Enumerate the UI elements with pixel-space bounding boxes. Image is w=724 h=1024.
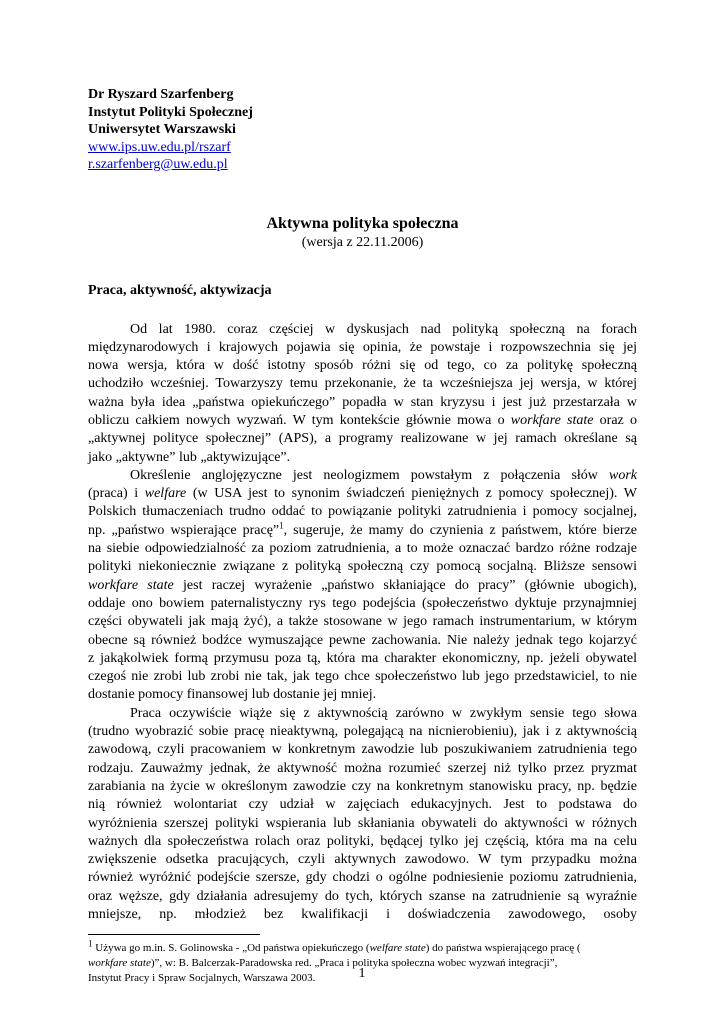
text-line <box>88 577 637 595</box>
italic-term: work <box>609 467 637 483</box>
text-line: ważnych dla społeczeństwa rolach oraz polityki, będącej tylko jej częścią, która ma na celu <box>88 833 637 849</box>
text-line: oddaje ono bowiem paternalistyczny rys tego podejścia (społeczeństwo dyktuje przynajmniej <box>88 595 637 611</box>
section-heading: Praca, aktywność, aktywizacja <box>88 282 272 298</box>
title-block <box>88 214 637 251</box>
text-segment: (praca) i <box>88 486 145 502</box>
author-block <box>88 86 637 174</box>
document-version: (wersja z 22.11.2006) <box>301 234 424 250</box>
text-line <box>88 522 637 540</box>
website-link[interactable]: www.ips.uw.edu.pl/rszarf <box>88 139 231 155</box>
text-line <box>88 467 637 485</box>
italic-term: welfare <box>144 486 187 502</box>
footnote-text: Instytut Pracy i Spraw Socjalnych, Warszawa 2003. <box>88 972 316 985</box>
text-line: ważna była idea „państwa opiekuńczego” popadła w stan kryzysu i jest już przestarzała w <box>88 394 637 410</box>
text-line: (trudno wyobrazić sobie pracę nieaktywną, polegającą na nicnierobieniu), jak i z aktywnością <box>88 724 637 740</box>
author-name: Dr Ryszard Szarfenberg <box>88 87 234 102</box>
text-segment: jest raczej wyrażenie „państwo skłaniające do pracy” (głównie ubogich), <box>173 577 637 593</box>
footnote-divider <box>88 934 260 935</box>
text-line: wyróżnienia szerszej polityki wspierania lub skłaniania obywateli do aktywności w różnych <box>88 815 637 831</box>
text-line: mniejsze, np. młodzież bez kwalifikacji i doświadczenia zawodowego, osoby <box>88 907 637 922</box>
text-line: polityki niekoniecznie związane z polityką społeczną czy pomocą socjalną. Bliższe sensowi <box>88 559 637 575</box>
text-line: zwiększenie odsetka pracujących, czyli aktywnych zawodowo. W tym przypadku można <box>88 852 637 868</box>
text-line: uchodziło wcześniej. Towarzyszy temu przekonanie, że ta wcześniejsza jej wersja, w której <box>88 376 637 392</box>
footnote-italic: welfare state <box>369 942 426 955</box>
text-line: „aktywnej polityce społecznej” (APS), a programy realizowane w jej ramach określane są <box>88 431 637 447</box>
footnote-text: Używa go m.in. S. Golinowska - „Od państwa opiekuńczego ( <box>92 942 370 955</box>
page-number: 1 <box>358 966 366 981</box>
footnote-text: )”, w: B. Balcerzak-Paradowska red. „Praca i polityka społeczna wobec wyzwań integracji”, <box>150 957 558 970</box>
text-line: z jakąkolwiek formą przymusu poza tą, która ma charakter ekonomiczny, np. jeżeli obywatel <box>88 650 637 666</box>
text-line: obecne są również bodźce wymuszające pewne zachowania. Nie należy jednak tego kojarzyć <box>88 632 637 648</box>
text-segment: Określenie anglojęzyczne jest neologizmem powstałym z połączenia słów <box>130 467 609 483</box>
text-line <box>88 485 637 503</box>
paragraph-1 <box>88 321 637 467</box>
text-line: oraz węższe, gdy działania adresujemy do tych, których szanse na zatrudnienie są wyraźnie <box>88 888 637 904</box>
italic-term: workfare state <box>88 577 174 593</box>
text-line: międzynarodowych i krajowych pojawia się opinia, że powstaje i rozpowszechnia się jej <box>88 339 637 355</box>
footnote-reference[interactable]: 1 <box>279 520 284 531</box>
text-line <box>88 412 637 430</box>
paragraph-2 <box>88 467 637 705</box>
text-line: Praca oczywiście wiąże się z aktywnością zarówno w zwykłym sensie tego słowa <box>130 705 637 721</box>
text-line: również wyróżnić podejście szersze, gdy chodzi o ogólne podniesienie poziomu zatrudnienia, <box>88 870 637 886</box>
text-line: Polskich tłumaczeniach trudno oddać to powiązanie polityki zatrudnienia i pomocy socjalnej, <box>88 504 637 520</box>
text-line: na siebie odpowiedzialność za poziom zatrudnienia, a to może oznaczać bardzo różne rodzaje <box>88 541 637 557</box>
footnote-italic: workfare state <box>88 957 151 970</box>
text-line: nowa wersja, która w dość istotny sposób różni się od tego, co za politykę społeczną <box>88 358 637 374</box>
university-name: Uniwersytet Warszawski <box>88 122 236 137</box>
text-line: czegoś nie zrobi lub zrobi nie tak, jak tego chce społeczeństwo lub jego przedstawiciel, to nie <box>88 669 637 685</box>
paragraph-3 <box>88 705 637 925</box>
text-line: rodzaju. Zauważmy jednak, że aktywność można rozumieć szerzej niż tylko przez pryzmat <box>88 760 637 776</box>
text-segment: np. „państwo wspierające pracę” <box>88 522 280 538</box>
text-line: jako „aktywne” lub „aktywizujące”. <box>88 449 291 465</box>
email-link[interactable]: r.szarfenberg@uw.edu.pl <box>88 157 228 172</box>
text-line: dostanie pomocy finansowej lub dostanie jej mniej. <box>88 687 377 703</box>
institute-name: Instytut Polityki Społecznej <box>88 104 253 120</box>
text-line: zawodową, czyli pracowaniem w konkretnym zawodzie lub poszukiwaniem zatrudnienia tego <box>88 742 637 758</box>
text-segment: oraz o <box>593 412 637 428</box>
text-line: zarabiania na życie w określonym zawodzie czy na konkretnym stanowisku pracy, np. będzie <box>88 778 637 794</box>
footnote-text: ) do państwa wspierającego pracę ( <box>425 942 581 955</box>
text-segment: , sugeruje, że mamy do czynienia z państwem, które bierze <box>283 522 638 538</box>
text-line: części obywateli jak mają żyć), a także stosowane w jego ramach instrumentarium, w którym <box>88 614 637 630</box>
footnote-mark: 1 <box>88 938 93 949</box>
text-line: nią również wolontariat czy udział w zajęciach edukacyjnych. Jest to podstawa do <box>88 797 637 813</box>
body-text <box>88 321 637 925</box>
document-page <box>88 86 637 986</box>
document-title: Aktywna polityka społeczna <box>266 214 459 232</box>
text-line: Od lat 1980. coraz częściej w dyskusjach nad polityką społeczną na forach <box>130 321 637 337</box>
text-segment: (w USA jest to synonim świadczeń pieniężnych z pomocy społecznej). W <box>186 486 637 502</box>
italic-term: workfare state <box>510 412 594 428</box>
text-segment: obliczu całkiem nowych wyzwań. W tym kontekście głównie mowa o <box>88 412 511 428</box>
